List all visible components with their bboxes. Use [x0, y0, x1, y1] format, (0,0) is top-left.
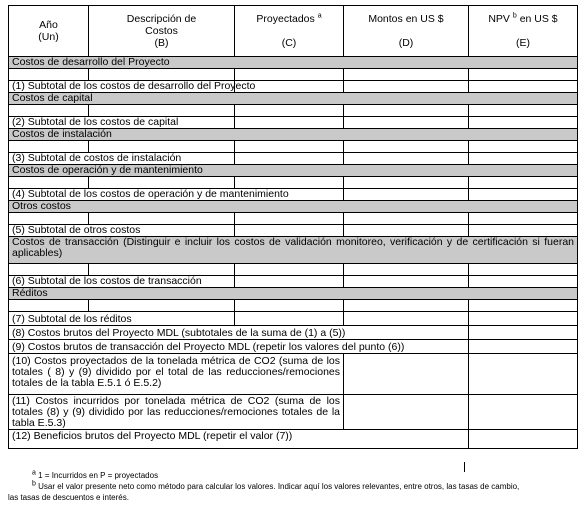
table-cell — [89, 105, 235, 117]
table-cell — [469, 354, 578, 395]
table-cell — [469, 395, 578, 430]
table-cell — [89, 300, 235, 312]
table-cell — [9, 177, 89, 189]
table-cell — [469, 225, 578, 237]
header-projected: Proyectados $^a$ (C) — [235, 6, 344, 57]
table-cell — [469, 264, 578, 276]
table-row — [9, 105, 578, 117]
total-row-11: (11) Costos incurridos por tonelada métrica de CO2 (suma de los totales (8) y (9) dividido por las reducciones/remociones totales de la tabla E.5.3) — [9, 395, 344, 430]
table-cell — [469, 340, 578, 354]
table-cell — [344, 354, 469, 395]
table-cell — [344, 276, 469, 288]
subtotal-label: (5) Subtotal de otros costos — [9, 225, 235, 237]
table-row — [9, 225, 578, 237]
table-cell — [344, 153, 469, 165]
table-cell — [469, 105, 578, 117]
footnote-a: $^a$ 1 = Incurridos en P = proyectados — [32, 469, 159, 480]
section-title: Costos de operación y de mantenimiento — [9, 165, 578, 177]
total-row-9: (9) Costos brutos de transacción del Proyecto MDL (repetir los valores del punto (6)) — [9, 340, 469, 354]
table-cell — [235, 225, 344, 237]
table-cell — [469, 300, 578, 312]
subtotal-label: (2) Subtotal de los costos de capital — [9, 117, 235, 129]
table-row — [9, 326, 578, 340]
table-cell — [469, 430, 578, 449]
table-cell — [9, 264, 89, 276]
table-row — [9, 177, 578, 189]
table-cell — [469, 213, 578, 225]
table-cell — [235, 69, 344, 81]
cost-table — [8, 5, 578, 449]
table-cell — [344, 213, 469, 225]
table-cell — [89, 213, 235, 225]
subtotal-label: (4) Subtotal de los costos de operación y de mantenimiento — [9, 189, 344, 201]
table-row — [9, 276, 578, 288]
table-cell — [89, 69, 235, 81]
table-cell — [344, 81, 469, 93]
table-cell — [235, 153, 344, 165]
header-row — [9, 6, 578, 57]
table-row — [9, 430, 578, 449]
table-cell — [344, 300, 469, 312]
section-title: Costos de capital — [9, 93, 578, 105]
table-row — [9, 93, 578, 105]
table-row — [9, 312, 578, 326]
table-cell — [469, 189, 578, 201]
table-row — [9, 288, 578, 300]
table-cell — [235, 117, 344, 129]
table-cell — [344, 189, 469, 201]
table-cell — [344, 69, 469, 81]
table-cell — [344, 395, 469, 430]
total-row-8: (8) Costos brutos del Proyecto MDL (subtotales de la suma de (1) a (5)) — [9, 326, 469, 340]
footnote-b: $^b$ Usar el valor presente neto como método para calcular los valores. Indicar aquí los valores relevantes, entre otros, las tasas de cambio, — [32, 480, 520, 491]
section-title: Costos de desarrollo del Proyecto — [9, 57, 578, 69]
table-row — [9, 69, 578, 81]
table-cell — [469, 326, 578, 340]
table-cell — [344, 177, 469, 189]
table-cell — [469, 117, 578, 129]
table-row — [9, 57, 578, 69]
table-cell — [469, 177, 578, 189]
table-cell — [235, 213, 344, 225]
table-cell — [89, 141, 235, 153]
table-cell — [235, 177, 344, 189]
table-row — [9, 395, 578, 430]
table-cell — [235, 264, 344, 276]
section-title: Costos de transacción (Distinguir e incluir los costos de validación monitoreo, verificación y de certificación si fueran aplicables) — [9, 237, 578, 264]
table-cell — [89, 177, 235, 189]
table-cell — [344, 312, 469, 326]
table-row — [9, 129, 578, 141]
subtotal-label: (6) Subtotal de los costos de transacción — [9, 276, 235, 288]
footnote-b-continued: las tasas de descuentos e interés. — [8, 493, 129, 502]
table-row — [9, 213, 578, 225]
table-row — [9, 300, 578, 312]
table-row — [9, 264, 578, 276]
table-cell — [9, 105, 89, 117]
table-cell — [469, 276, 578, 288]
table-cell — [235, 276, 344, 288]
header-amounts: Montos en US $ (D) — [344, 6, 469, 57]
table-cell — [9, 141, 89, 153]
table-row — [9, 141, 578, 153]
total-row-12: (12) Beneficios brutos del Proyecto MDL (repetir el valor (7)) — [9, 430, 469, 449]
table-cell — [344, 141, 469, 153]
table-row — [9, 153, 578, 165]
table-row — [9, 201, 578, 213]
footnotes — [8, 470, 578, 503]
table-row — [9, 189, 578, 201]
table-cell — [344, 105, 469, 117]
section-title: Réditos — [9, 288, 578, 300]
table-cell — [344, 225, 469, 237]
table-cell — [9, 213, 89, 225]
table-cell — [469, 81, 578, 93]
table-row — [9, 237, 578, 264]
section-title: Otros costos — [9, 201, 578, 213]
table-row — [9, 340, 578, 354]
table-cell — [344, 264, 469, 276]
table-cell — [469, 312, 578, 326]
table-cell — [9, 300, 89, 312]
table-row — [9, 165, 578, 177]
header-description: Descripción de Costos (B) — [89, 6, 235, 57]
table-row — [9, 81, 578, 93]
table-cell — [344, 117, 469, 129]
total-row-10: (10) Costos proyectados de la tonelada métrica de CO2 (suma de los totales ( 8) y (9) dividido por el total de las reducciones/remociones totales de la tabla E.5.1 ó E.5.2) — [9, 354, 344, 395]
table-cell — [469, 153, 578, 165]
table-cell — [235, 300, 344, 312]
subtotal-label: (1) Subtotal de los costos de desarrollo del Proyecto — [9, 81, 235, 93]
section-title: Costos de instalación — [9, 129, 578, 141]
table-cell — [9, 69, 89, 81]
table-cell — [469, 141, 578, 153]
subtotal-label: (3) Subtotal de costos de instalación — [9, 153, 235, 165]
table-cell — [235, 105, 344, 117]
header-npv: NPV $^b$ en US $ (E) — [469, 6, 578, 57]
subtotal-label: (7) Subtotal de los réditos — [9, 312, 235, 326]
table-cell — [89, 264, 235, 276]
table-cell — [469, 69, 578, 81]
table-cell — [235, 141, 344, 153]
header-year: Año (Un) — [9, 6, 89, 57]
table-cell — [235, 312, 344, 326]
table-row — [9, 117, 578, 129]
table-row — [9, 354, 578, 395]
